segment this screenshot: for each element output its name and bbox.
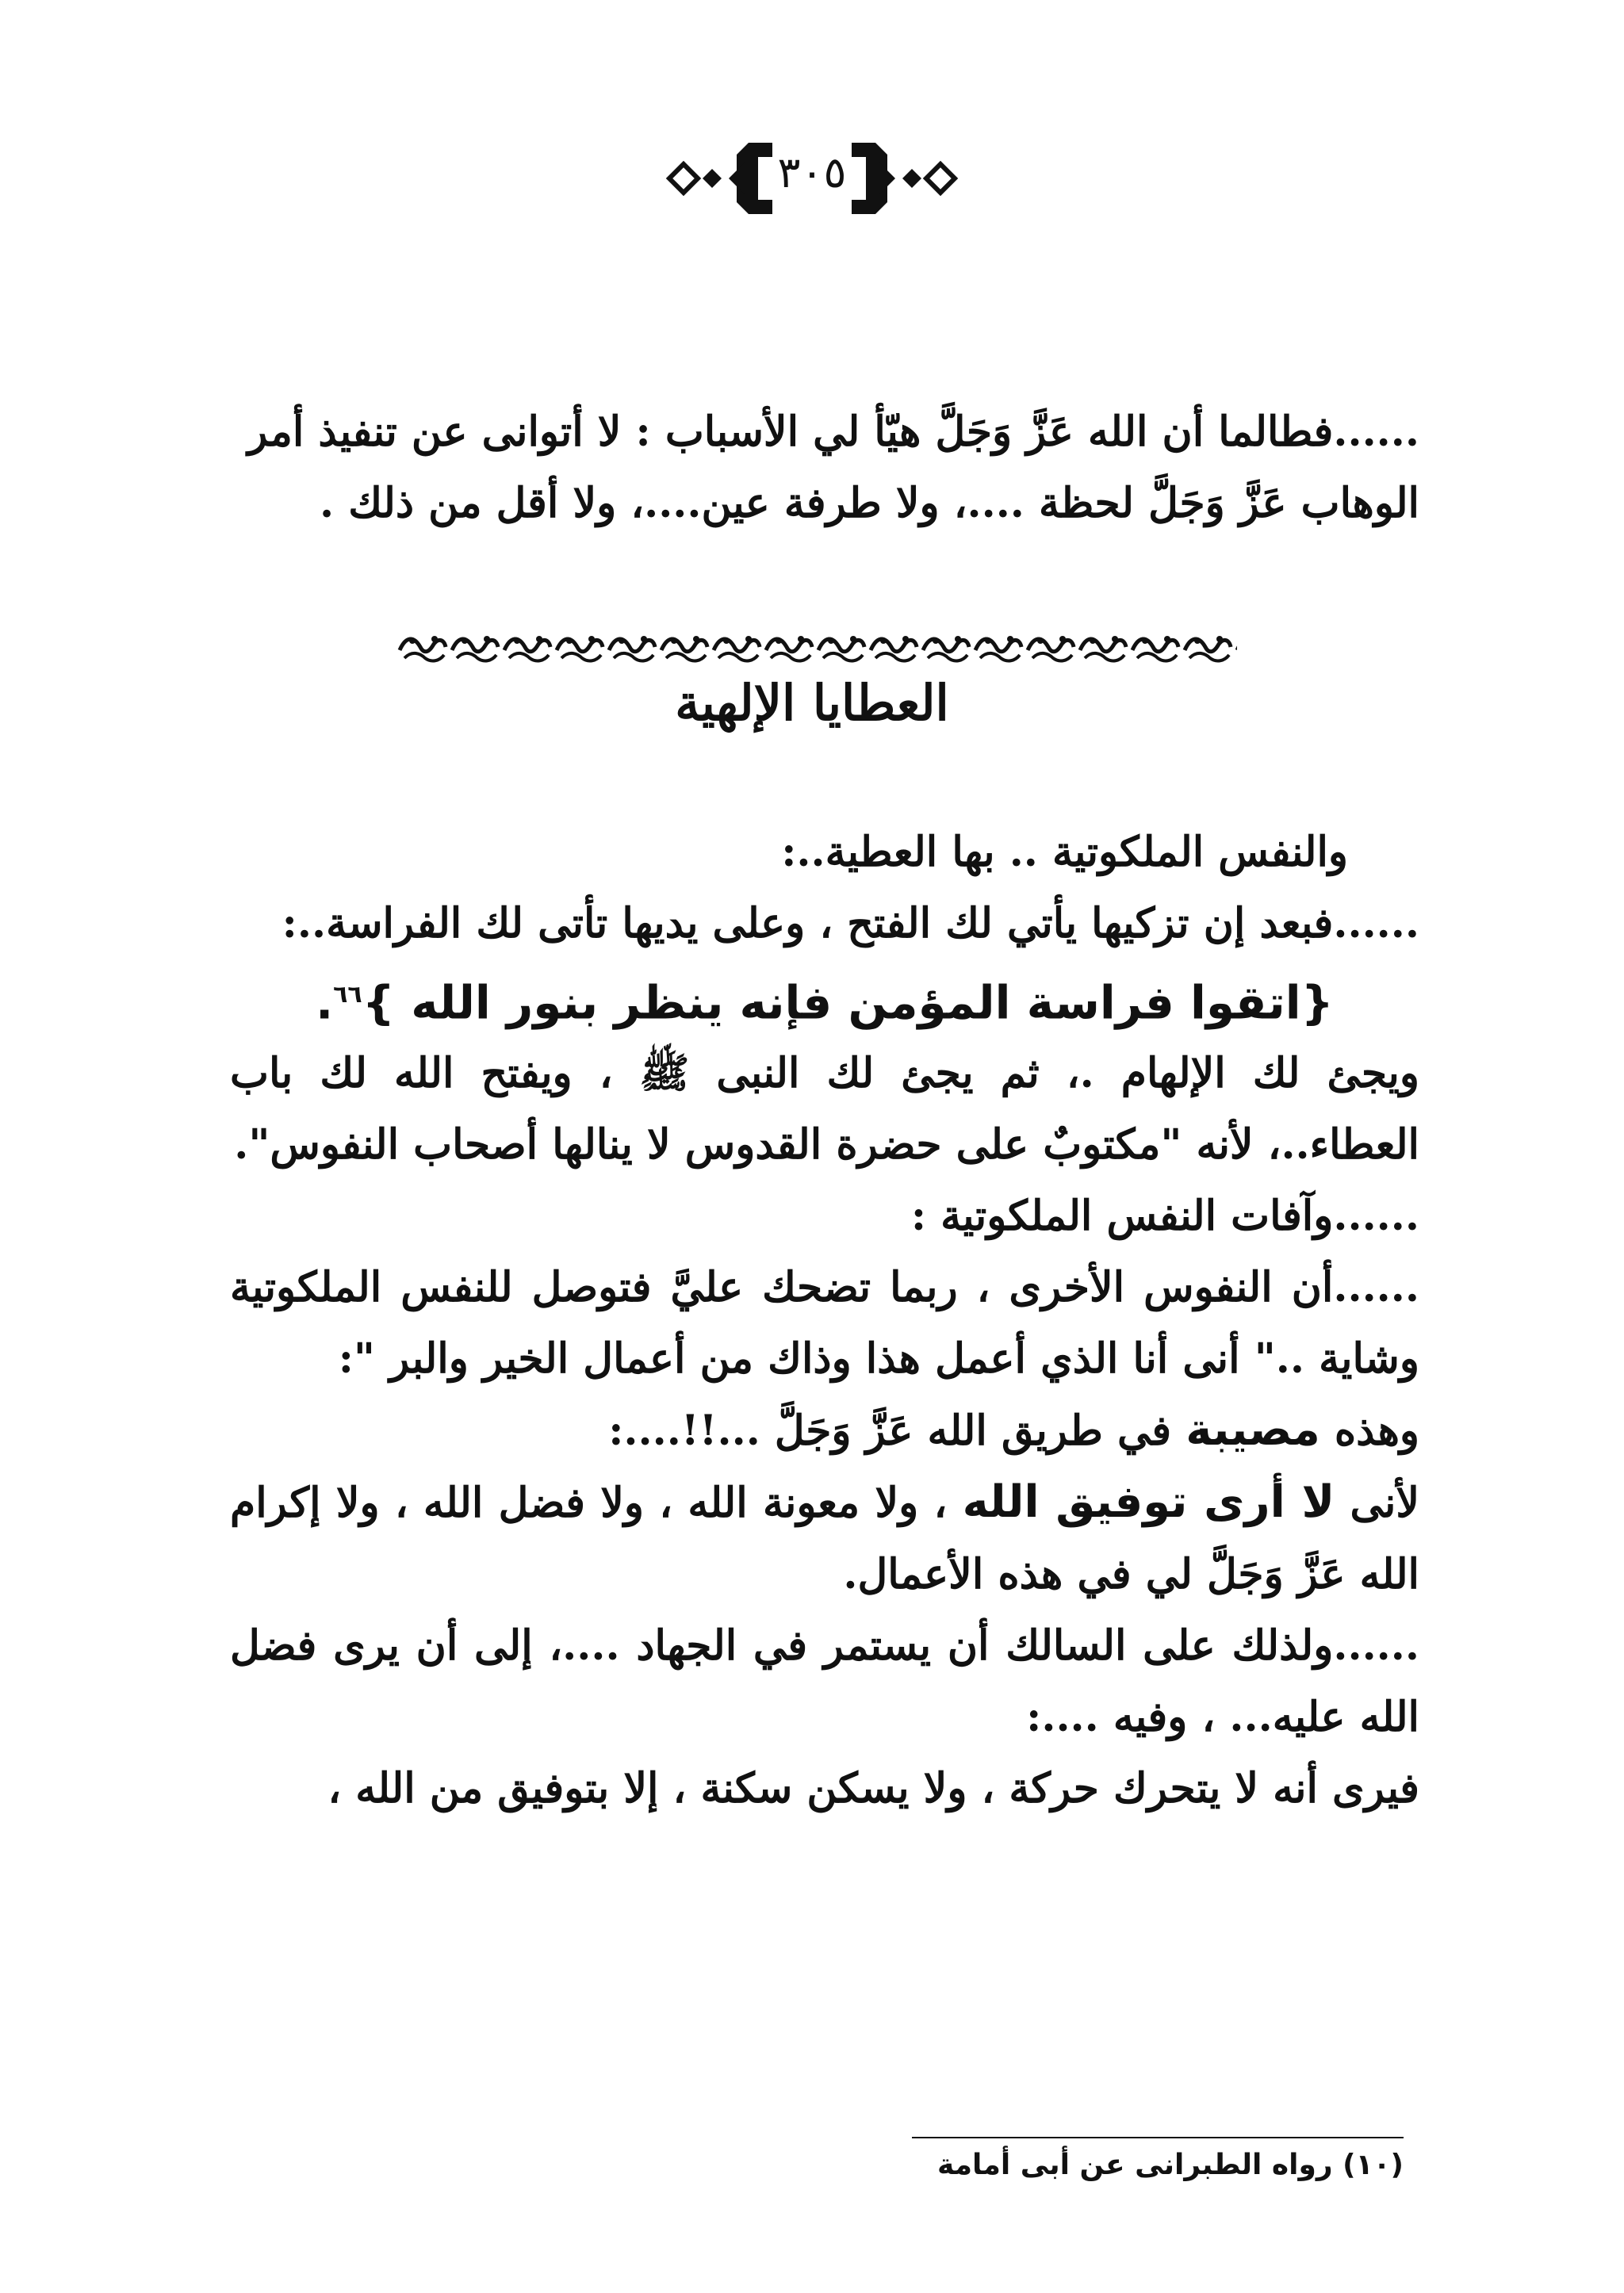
main-content: [230, 817, 1419, 1824]
paragraph-2: ......فبعد إن تزكيها يأتي لك الفتح ، وعلى يديها تأتى لك الفراسة..:: [282, 899, 1419, 947]
paragraph-7: [230, 1467, 1419, 1610]
intro-line-1: ......فطالما أن الله عَزَّ وَجَلَّ هيّأ لي الأسباب : لا أتوانى عن تنفيذ أمر: [247, 408, 1419, 456]
page-number-ornament: [653, 127, 971, 230]
floral-border-icon: [396, 626, 1237, 666]
paragraph-5: ......أن النفوس الأخرى ، ربما تضحك عليَّ فتوصل للنفس الملكوتية وشاية .." أنى أنا الذي أعمل هذا وذاك من أعمال الخير والبر ":: [230, 1263, 1419, 1384]
section-title: العطايا الإلهية: [675, 674, 949, 732]
paragraph-7-emphasis: لا أرى توفيق الله: [962, 1476, 1335, 1529]
paragraph-6: [230, 1395, 1419, 1467]
paragraph-6-end: في طريق الله عَزَّ وَجَلَّ ...!!....:: [608, 1407, 1186, 1456]
paragraph-8: ......ولذلك على السالك أن يستمر في الجهاد ....، إلى أن يرى فضل الله عليه... ، وفيه ....:: [230, 1621, 1419, 1742]
paragraph-9: فيرى أنه لا يتحرك حركة ، ولا يسكن سكنة ، إلا بتوفيق من الله ،: [327, 1764, 1419, 1813]
hadith-quote-text: {اتقوا فراسة المؤمن فإنه ينظر بنور الله }: [362, 975, 1334, 1030]
paragraph-3: ويجئ لك الإلهام .، ثم يجئ لك النبى ﷺ ، ويفتح الله لك باب العطاء..، لأنه "مكتوبٌ على حضرة القدوس لا ينالها أصحاب النفوس".: [230, 1049, 1419, 1169]
footnote: (١٠) رواه الطبرانى عن أبى أمامة: [936, 2149, 1404, 2181]
hadith-quote-end: .: [316, 975, 334, 1030]
page-number: ٣٠٥: [777, 147, 847, 197]
footnote-separator: [912, 2137, 1404, 2138]
footnote-reference: ٦٦: [333, 981, 362, 1009]
ornament-divider: [396, 626, 1237, 666]
hadith-quote: [230, 959, 1419, 1038]
intro-line-2: الوهاب عَزَّ وَجَلَّ لحظة ....، ولا طرفة عين....، ولا أقل من ذلك .: [319, 479, 1419, 527]
paragraph-6-emphasis: مصيبة: [1185, 1404, 1320, 1457]
paragraph-7-start: لأنى: [1335, 1479, 1419, 1528]
paragraph-7-end: ، ولا معونة الله ، ولا فضل الله ، ولا إكرام الله عَزَّ وَجَلَّ لي في هذه الأعمال.: [230, 1479, 1419, 1599]
paragraph-4: ......وآفات النفس الملكوتية :: [910, 1192, 1419, 1241]
paragraph-1: والنفس الملكوتية .. بها العطية..:: [781, 828, 1348, 876]
intro-paragraph: [230, 396, 1419, 539]
paragraph-6-start: وهذه: [1320, 1407, 1419, 1456]
